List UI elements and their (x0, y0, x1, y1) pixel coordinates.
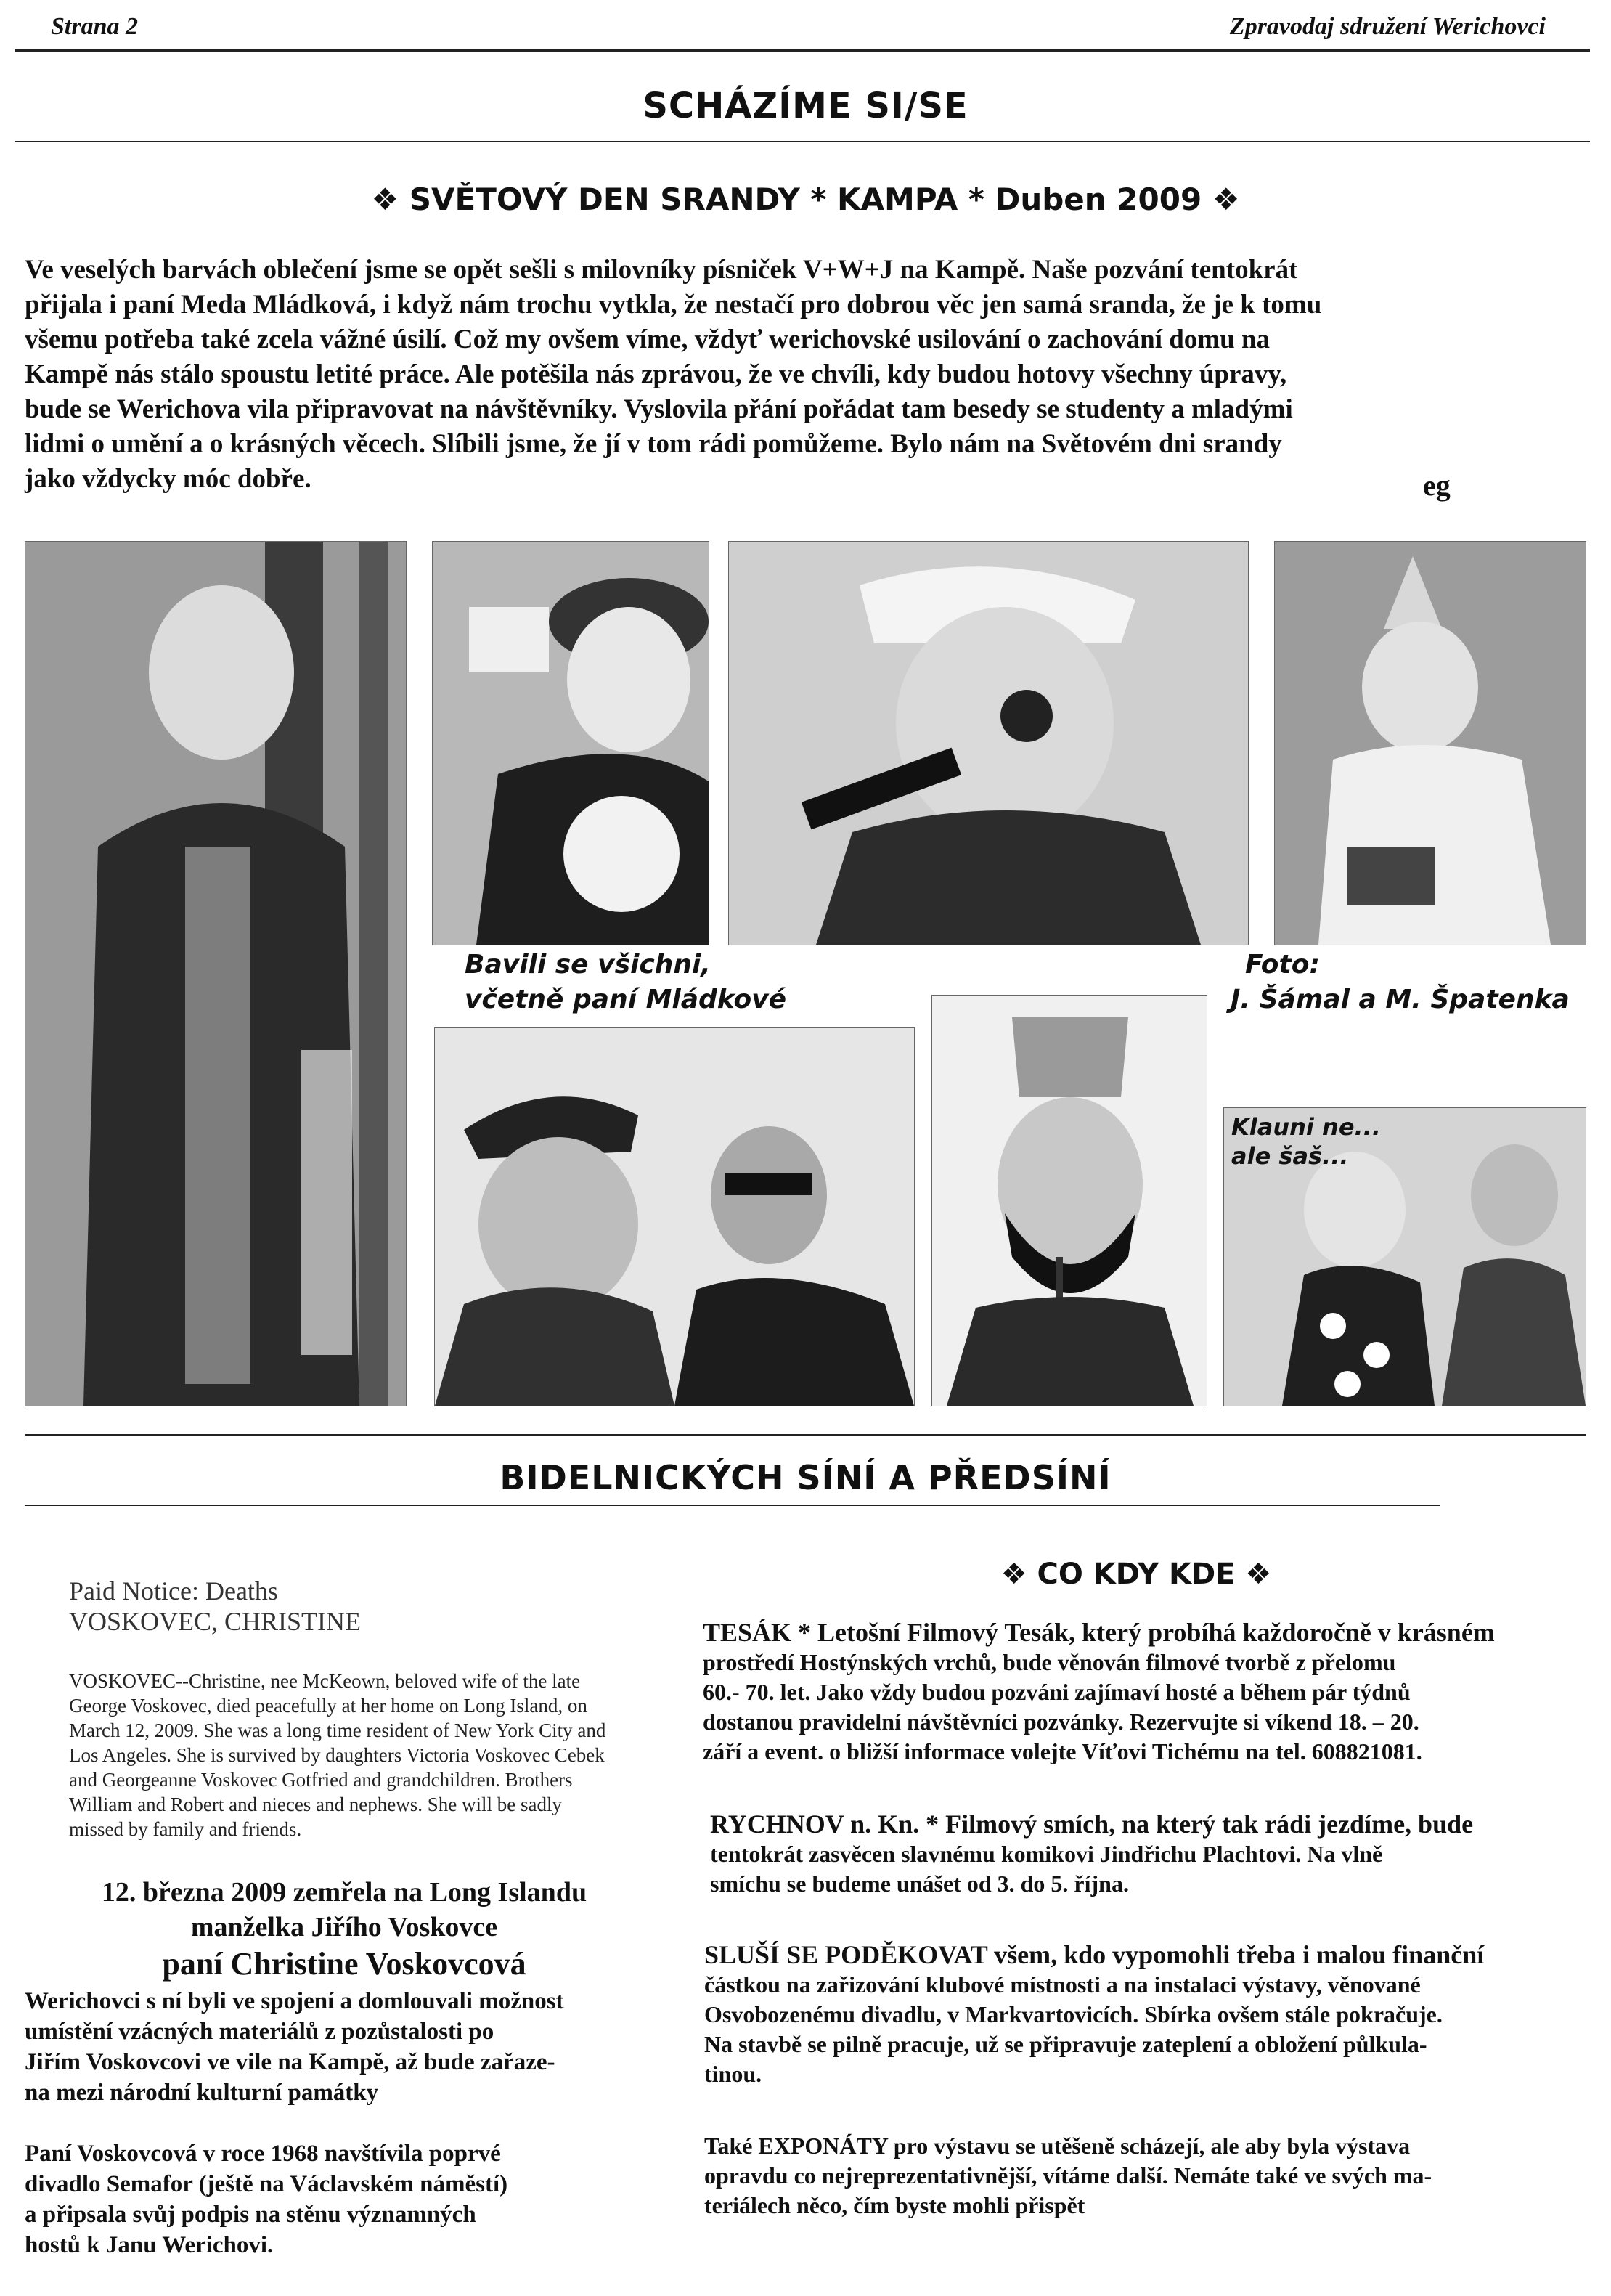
caption-right-line1: Foto: (1245, 950, 1320, 980)
obituary-para1-line: Werichovci s ní byli ve spojení a domlouvali možnost (25, 1988, 564, 2014)
photo-clown-singer (728, 541, 1249, 945)
obituary-para2-line: divadlo Semafor (ještě na Václavském náměstí) (25, 2171, 508, 2197)
article-line: Kampě nás stálo spoustu letité práce. Ale potěšila nás zprávou, že ve chvíli, kdy budou hotovy všechny úpravy, (25, 359, 1287, 389)
event-exponaty-line: teriálech něco, čím byste mohli přispět (704, 2192, 1085, 2218)
event-tesak-line: září a event. o bližší informace volejte Víťovi Tichému na tel. 608821081. (703, 1738, 1422, 1764)
notice-line: VOSKOVEC--Christine, nee McKeown, beloved wife of the late (69, 1670, 581, 1692)
section2-top-rule (25, 1434, 1586, 1436)
event-tesak-line: TESÁK * Letošní Filmový Tesák, který probíhá každoročně v krásném (703, 1618, 1495, 1647)
section-rule (15, 141, 1590, 142)
obituary-para2-line: a připsala svůj podpis na stěnu významných (25, 2202, 476, 2228)
obituary-para1 (25, 1986, 664, 2108)
article-line: Ve veselých barvách oblečení jsme se opět sešli s milovníky písniček V+W+J na Kampě. Naše pozvání tentokrát (25, 255, 1298, 285)
article-line: bude se Werichova vila připravovat na návštěvníky. Vyslovila přání pořádat tam besedy se studenty a mladými (25, 394, 1293, 424)
obituary-para2-line: hostů k Janu Werichovi. (25, 2232, 274, 2258)
article-line: jako vždycky móc dobře. (25, 464, 311, 494)
article-line: přijala i paní Meda Mládková, i když nám trochu vytkla, že nestačí pro dobrou věc jen samá sranda, že je k tomu (25, 290, 1322, 319)
event-tesak-line: dostanou pravidelní návštěvníci pozvánky. Rezervujte si víkend 18. – 20. (703, 1709, 1419, 1735)
caption-left-line2: včetně paní Mládkové (465, 985, 787, 1014)
obituary-line2: manželka Jiřího Voskovce (190, 1912, 498, 1942)
article-signature: eg (1423, 469, 1451, 502)
obituary-para1-line: umístění vzácných materiálů z pozůstalosti po (25, 2019, 494, 2045)
section-title-bidelnickych: BIDELNICKÝCH SÍNÍ A PŘEDSÍNÍ (499, 1458, 1112, 1497)
event-exponaty (704, 2131, 1575, 2220)
section2-bottom-rule (25, 1505, 1440, 1506)
caption-right-line2: J. Šámal a M. Špatenka (1231, 985, 1570, 1014)
caption-photo-credit (1231, 948, 1570, 1017)
article-body-svetovy-den (25, 253, 1582, 497)
inset-caption-line2: ale šaš... (1231, 1142, 1349, 1170)
obituary-para2-line: Paní Voskovcová v roce 1968 navštívila poprvé (25, 2141, 501, 2167)
events-title: ❖ CO KDY KDE ❖ (1000, 1558, 1272, 1591)
event-slusi-line: Osvobozenému divadlu, v Markvartovicích. Sbírka ovšem stále pokračuje. (704, 2001, 1443, 2027)
article-line: lidmi o umění a o krásných věcech. Slíbili jsme, že jí v tom rádi pomůžeme. Bylo nám na Světovém dni srandy (25, 429, 1282, 459)
photo-meda-mladkova (25, 541, 407, 1406)
article-line: všemu potřeba také zcela vážné úsilí. Což my ovšem víme, vždyť werichovské usilování o zachování domu na (25, 325, 1271, 354)
event-slusi-line: tinou. (704, 2061, 762, 2087)
event-exponaty-line: opravdu co nejreprezentativnější, vítáme další. Nemáte také ve svých ma- (704, 2162, 1432, 2189)
event-slusi-line: Na stavbě se pilně pracuje, už se připravuje zateplení a obložení půlkula- (704, 2031, 1427, 2057)
obituary-name: paní Christine Voskovcová (162, 1946, 526, 1982)
notice-line: missed by family and friends. (69, 1818, 302, 1840)
notice-line: George Voskovec, died peacefully at her home on Long Island, on (69, 1695, 587, 1717)
obituary-para1-line: Jiřím Voskovcovi ve vile na Kampě, až bude zařaze- (25, 2049, 555, 2075)
event-rychnov-line: RYCHNOV n. Kn. * Filmový smích, na který tak rádi jezdíme, bude (710, 1809, 1474, 1839)
notice-line: and Georgeanne Voskovec Gotfried and grandchildren. Brothers (69, 1769, 573, 1791)
photo-woman-and-man (434, 1027, 915, 1406)
obituary-line1: 12. března 2009 zemřela na Long Islandu (101, 1877, 587, 1908)
event-slusi-se-podekovat (704, 1940, 1575, 2089)
event-tesak-line: prostředí Hostýnských vrchů, bude věnován filmové tvorbě z přelomu (703, 1649, 1396, 1675)
notice-text (69, 1669, 664, 1841)
notice-heading-line2: VOSKOVEC, CHRISTINE (69, 1607, 362, 1636)
photo-woman-party-hat (1274, 541, 1586, 945)
page-number: Strana 2 (51, 13, 138, 40)
notice-line: Los Angeles. She is survived by daughters Victoria Voskovec Cebek (69, 1744, 605, 1766)
event-rychnov (710, 1809, 1581, 1899)
notice-line: March 12, 2009. She was a long time resident of New York City and (69, 1719, 606, 1741)
notice-heading-line1: Paid Notice: Deaths (69, 1576, 278, 1605)
event-tesak-line: 60.- 70. let. Jako vždy budou pozváni zajímaví hosté a během pár týdnů (703, 1679, 1411, 1705)
notice-line: William and Robert and nieces and nephews. She will be sadly (69, 1794, 562, 1815)
event-exponaty-line: Také EXPONÁTY pro výstavu se utěšeně scházejí, ale aby byla výstava (704, 2133, 1411, 2159)
event-rychnov-line: tentokrát zasvěcen slavnému komikovi Jindřichu Plachtovi. Na vlně (710, 1841, 1383, 1867)
caption-left-line1: Bavili se všichni, (465, 950, 711, 980)
inset-caption-line1: Klauni ne... (1231, 1113, 1381, 1141)
inset-caption (1231, 1112, 1381, 1171)
notice-heading (69, 1576, 361, 1637)
photo-clowns (1223, 1107, 1586, 1406)
header-rule (15, 49, 1590, 52)
obituary-para1-line: na mezi národní kulturní památky (25, 2080, 379, 2106)
event-rychnov-line: smíchu se budeme unášet od 3. do 5. října. (710, 1870, 1129, 1897)
obituary-heading (25, 1875, 664, 1984)
obituary-para2 (25, 2138, 664, 2260)
caption-left (465, 948, 786, 1017)
photo-bearded-man (432, 541, 709, 945)
section-title-schazime: SCHÁZÍME SI/SE (643, 86, 968, 126)
photo-man-metal-hat (931, 995, 1207, 1406)
event-slusi-line: částkou na zařizování klubové místnosti a na instalaci výstavy, věnované (704, 1971, 1421, 1998)
newsletter-name: Zpravodaj sdružení Werichovci (1229, 13, 1546, 40)
article-title-svetovy-den-srandy: ❖ SVĚTOVÝ DEN SRANDY * KAMPA * Duben 2009 ❖ (371, 182, 1240, 217)
event-slusi-line: SLUŠÍ SE PODĚKOVAT všem, kdo vypomohli třeba i malou finanční (704, 1940, 1485, 1969)
event-tesak (703, 1618, 1574, 1767)
